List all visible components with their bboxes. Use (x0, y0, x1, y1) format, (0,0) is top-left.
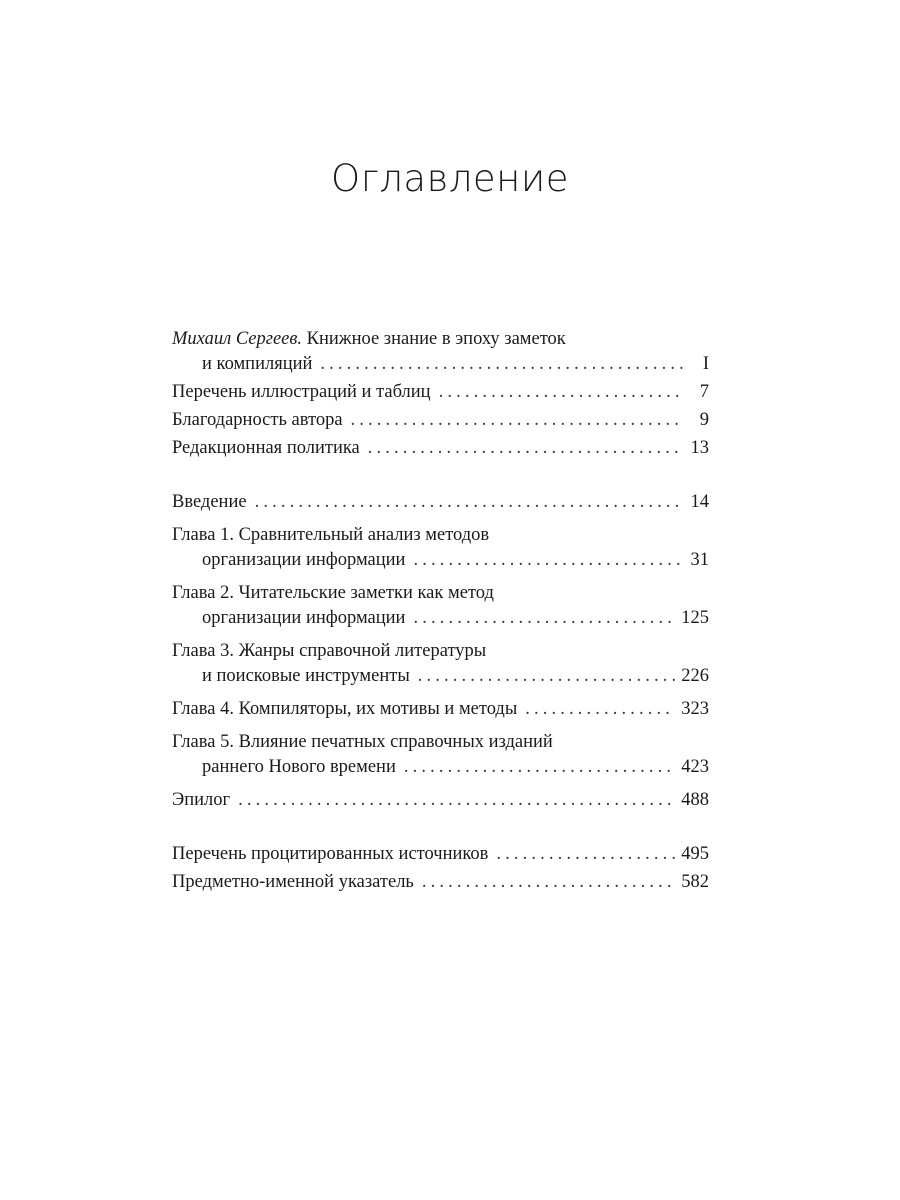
page-title: Оглавление (330, 157, 570, 200)
toc-entry-line (172, 870, 709, 895)
dot-leader (418, 664, 675, 689)
toc-entry-page: 323 (681, 699, 709, 719)
dot-leader (320, 352, 683, 377)
toc-entry-line (172, 408, 709, 433)
toc-entry-title-continued: организации информации (202, 550, 406, 570)
dot-leader (525, 697, 675, 722)
toc-entry-line (172, 548, 709, 573)
spacer (172, 573, 709, 581)
dot-leader (439, 380, 683, 405)
spacer (172, 689, 709, 697)
toc-entry-epilogue (172, 788, 709, 813)
toc-entry-title: Глава 4. Компиляторы, их мотивы и методы (172, 699, 518, 719)
toc-entry-title-continued: и поисковые инструменты (202, 666, 410, 686)
toc-entry-editorial-policy (172, 436, 709, 461)
table-of-contents (172, 327, 709, 895)
toc-entry-line (172, 788, 709, 813)
toc-entry-acknowledgements (172, 408, 709, 433)
toc-entry-page: 31 (690, 550, 709, 570)
toc-entry-page: 423 (681, 757, 709, 777)
dot-leader (496, 842, 675, 867)
toc-entry-line (172, 327, 709, 352)
toc-entry-chapter-3 (172, 639, 709, 689)
spacer (172, 780, 709, 788)
dot-leader (238, 788, 675, 813)
spacer (172, 631, 709, 639)
toc-entry-title: Эпилог (172, 790, 231, 810)
dot-leader (351, 408, 683, 433)
section-spacer (172, 813, 709, 842)
toc-entry-page: 226 (681, 666, 709, 686)
dot-leader (255, 490, 683, 515)
dot-leader (413, 548, 683, 573)
toc-entry-title: Перечень иллюстраций и таблиц (172, 382, 431, 402)
toc-entry-page: 125 (681, 608, 709, 628)
dot-leader (422, 870, 675, 895)
toc-entry-page: 488 (681, 790, 709, 810)
toc-entry-page: 7 (699, 382, 709, 402)
toc-entry-title: Введение (172, 492, 247, 512)
toc-entry-line (172, 755, 709, 780)
toc-entry-page: 495 (681, 844, 709, 864)
toc-entry-line (172, 581, 709, 606)
toc-entry-page: 13 (690, 438, 709, 458)
toc-entry-line (172, 606, 709, 631)
toc-entry-line (172, 842, 709, 867)
toc-entry-line (172, 352, 709, 377)
toc-entry-title: Глава 3. Жанры справочной литературы (172, 641, 487, 661)
toc-entry-introduction (172, 490, 709, 515)
toc-entry-title: Благодарность автора (172, 410, 343, 430)
dot-leader (404, 755, 675, 780)
toc-entry-page: 14 (690, 492, 709, 512)
toc-entry-title: Перечень процитированных источников (172, 844, 489, 864)
toc-entry-line (172, 697, 709, 722)
toc-entry-line (172, 664, 709, 689)
toc-entry-page: 9 (699, 410, 709, 430)
spacer (172, 722, 709, 730)
toc-entry-title: Глава 2. Читательские заметки как метод (172, 583, 494, 603)
toc-entry-author: Михаил Сергеев. (172, 329, 303, 349)
toc-entry-title: Редакционная политика (172, 438, 360, 458)
dot-leader (368, 436, 683, 461)
toc-entry-line (172, 380, 709, 405)
toc-entry-line (172, 490, 709, 515)
toc-entry-index (172, 870, 709, 895)
toc-entry-title-continued: организации информации (202, 608, 406, 628)
toc-entry-title: Книжное знание в эпоху заметок (306, 329, 566, 349)
toc-entry-page: 582 (681, 872, 709, 892)
toc-entry-title-continued: и компиляций (202, 354, 313, 374)
toc-entry-chapter-5 (172, 730, 709, 780)
toc-entry-line (172, 730, 709, 755)
toc-entry-title: Глава 5. Влияние печатных справочных изданий (172, 732, 553, 752)
dot-leader (413, 606, 675, 631)
toc-entry-line (172, 436, 709, 461)
toc-entry-title: Глава 1. Сравнительный анализ методов (172, 525, 490, 545)
toc-entry-foreword (172, 327, 709, 377)
toc-entry-chapter-2 (172, 581, 709, 631)
spacer (172, 515, 709, 523)
toc-entry-chapter-4 (172, 697, 709, 722)
toc-entry-line (172, 523, 709, 548)
toc-entry-sources (172, 842, 709, 867)
toc-entry-page: I (702, 354, 709, 374)
section-spacer (172, 461, 709, 490)
toc-entry-chapter-1 (172, 523, 709, 573)
toc-entry-title: Предметно-именной указатель (172, 872, 414, 892)
toc-entry-illustrations (172, 380, 709, 405)
toc-entry-line (172, 639, 709, 664)
toc-entry-title-continued: раннего Нового времени (202, 757, 396, 777)
